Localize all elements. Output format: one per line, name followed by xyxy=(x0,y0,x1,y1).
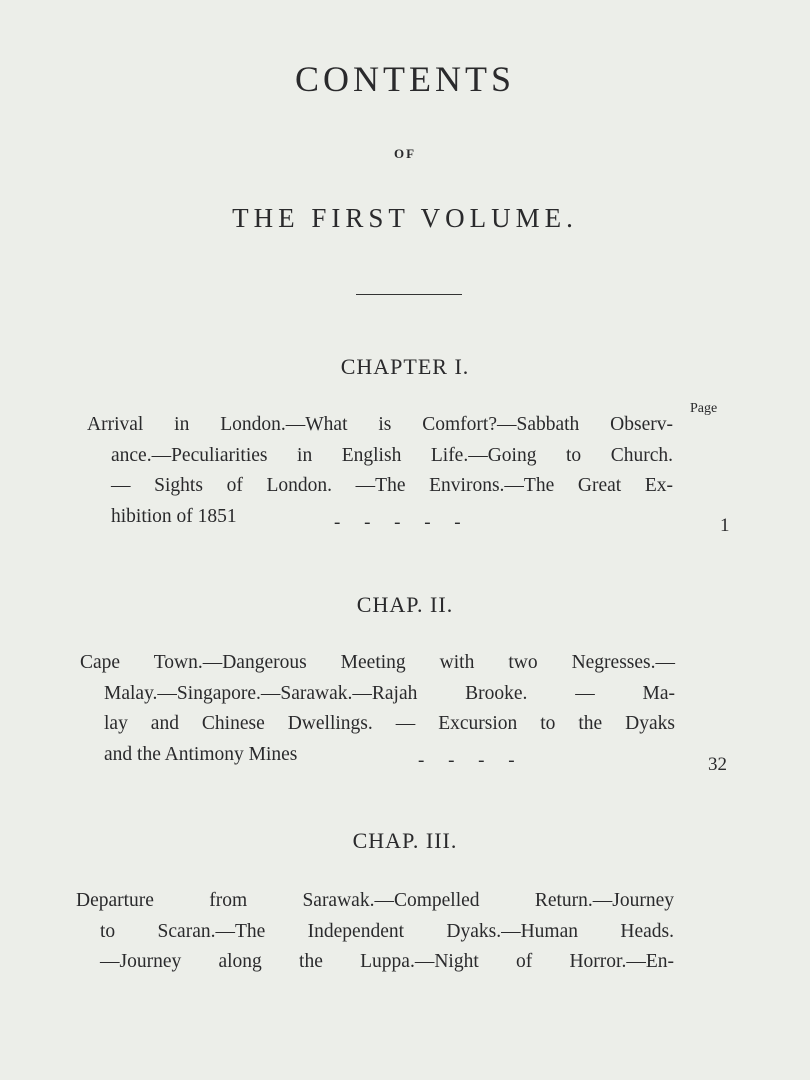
chapter-1-line-2: ance.—Peculiarities in English Life.—Going to Church. xyxy=(111,444,673,466)
chapter-2-summary xyxy=(80,648,699,770)
chapter-3-line-1: Departure from Sarawak.—Compelled Return.—Journey xyxy=(76,890,674,911)
page-column-label: Page xyxy=(690,401,718,416)
chapter-3-heading: CHAP. III. xyxy=(352,828,458,853)
chapter-1-line-4: hibition of 1851 xyxy=(111,505,237,527)
chapter-1-line-1: Arrival in London.—What is Comfort?—Sabbath Observ- xyxy=(87,414,673,435)
chapter-2-line-4: and the Antimony Mines xyxy=(104,743,298,765)
chapter-2-leader: - - - - xyxy=(418,750,515,771)
chapter-2-page: 32 xyxy=(708,754,727,775)
chapter-2-heading: CHAP. II. xyxy=(356,592,454,617)
contents-of: OF xyxy=(393,146,417,161)
chapter-3-line-3: —Journey along the Luppa.—Night of Horror.—En- xyxy=(100,951,674,972)
chapter-3-summary xyxy=(76,886,674,978)
contents-title: CONTENTS xyxy=(295,59,515,99)
chapter-2-line-1: Cape Town.—Dangerous Meeting with two Negresses.— xyxy=(80,652,675,673)
chapter-1-heading: CHAPTER I. xyxy=(340,354,470,379)
chapter-1-page: 1 xyxy=(720,515,730,536)
divider-rule xyxy=(356,294,462,295)
chapter-1-line-3: — Sights of London. —The Environs.—The Great Ex- xyxy=(111,475,673,496)
chapter-3-line-2: to Scaran.—The Independent Dyaks.—Human Heads. xyxy=(100,920,674,942)
chapter-1-leader: - - - - - xyxy=(334,512,461,533)
chapter-2-line-3: lay and Chinese Dwellings. — Excursion to the Dyaks xyxy=(104,713,675,734)
volume-title: THE FIRST VOLUME. xyxy=(232,203,578,233)
chapter-2-line-2: Malay.—Singapore.—Sarawak.—Rajah Brooke. — Ma- xyxy=(104,682,675,704)
